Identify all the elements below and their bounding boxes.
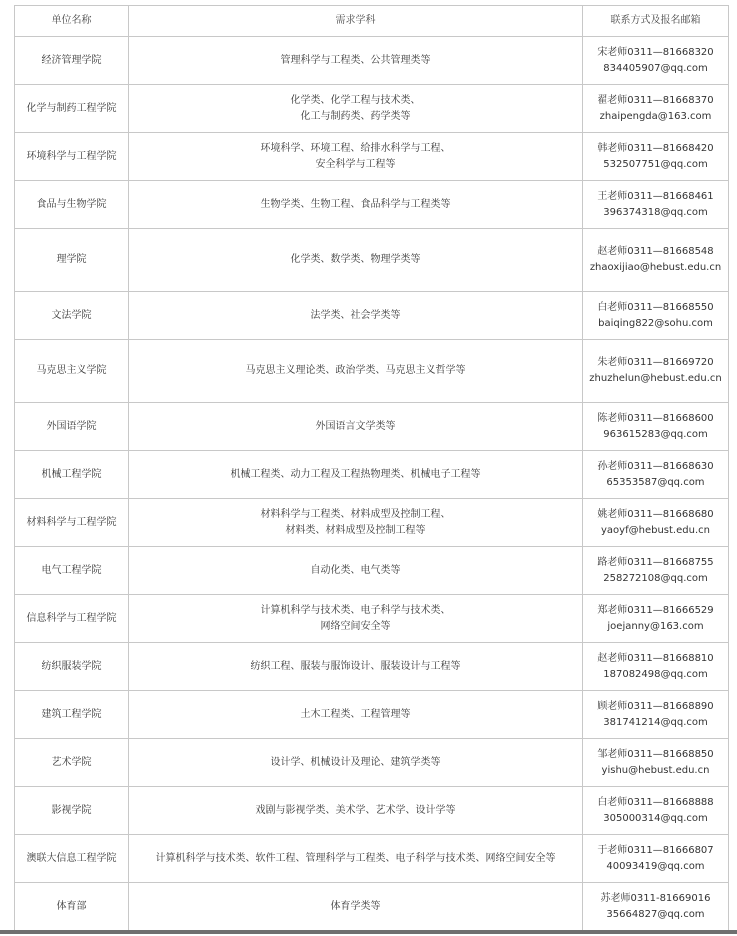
unit-name-cell: 纺织服装学院: [15, 643, 129, 691]
contact-email: zhaipengda@163.com: [599, 110, 712, 122]
unit-name-cell: 理学院: [15, 229, 129, 292]
contact-email: 258272108@qq.com: [603, 572, 708, 584]
table-row: [15, 229, 729, 292]
contact-phone: 韩老师0311—81668420: [597, 142, 714, 154]
unit-name-cell: 文法学院: [15, 292, 129, 340]
contact-phone: 顾老师0311—81668890: [597, 700, 714, 712]
contact-cell: [583, 835, 729, 883]
subjects-line: 计算机科学与技术类、电子科学与技术类、: [260, 604, 451, 616]
contact-phone: 于老师0311—81666807: [597, 844, 714, 856]
contact-cell: [583, 739, 729, 787]
subjects-line: 材料科学与工程类、材料成型及控制工程、: [260, 508, 451, 520]
contact-phone: 白老师0311—81668550: [597, 301, 714, 313]
contact-phone: 邹老师0311—81668850: [597, 748, 714, 760]
header-required-subjects: 需求学科: [129, 6, 583, 37]
contact-phone: 姚老师0311—81668680: [597, 508, 714, 520]
contact-cell: [583, 37, 729, 85]
unit-name-cell: 机械工程学院: [15, 451, 129, 499]
unit-name-cell: 艺术学院: [15, 739, 129, 787]
contact-phone: 孙老师0311—81668630: [597, 460, 714, 472]
subjects-cell: [129, 739, 583, 787]
contact-phone: 王老师0311—81668461: [597, 190, 714, 202]
subjects-line: 法学类、社会学类等: [310, 309, 401, 321]
table-row: [15, 835, 729, 883]
subjects-cell: [129, 403, 583, 451]
subjects-line: 生物学类、生物工程、食品科学与工程类等: [260, 198, 451, 210]
unit-name-cell: 材料科学与工程学院: [15, 499, 129, 547]
table-row: [15, 85, 729, 133]
subjects-line: 安全科学与工程等: [315, 158, 396, 170]
subjects-cell: [129, 181, 583, 229]
table-row: [15, 37, 729, 85]
subjects-line: 化学类、数学类、物理学类等: [290, 254, 421, 265]
unit-name-cell: 建筑工程学院: [15, 691, 129, 739]
table-row: [15, 883, 729, 931]
contact-phone: 白老师0311—81668888: [597, 796, 714, 808]
subjects-line: 马克思主义理论类、政治学类、马克思主义哲学等: [245, 365, 466, 376]
unit-name-cell: 电气工程学院: [15, 547, 129, 595]
contact-email: 381741214@qq.com: [603, 716, 708, 728]
subjects-line: 材料类、材料成型及控制工程等: [285, 524, 426, 536]
contact-phone: 翟老师0311—81668370: [597, 94, 714, 106]
table-row: [15, 181, 729, 229]
subjects-line: 化工与制药类、药学类等: [300, 110, 411, 122]
subjects-line: 设计学、机械设计及理论、建筑学类等: [270, 756, 441, 768]
contact-email: zhuzhelun@hebust.edu.cn: [589, 373, 722, 384]
subjects-line: 机械工程类、动力工程及工程热物理类、机械电子工程等: [230, 468, 481, 480]
subjects-line: 网络空间安全等: [320, 620, 391, 632]
table-row: [15, 595, 729, 643]
subjects-line: 体育学类等: [330, 900, 381, 912]
subjects-line: 环境科学、环境工程、给排水科学与工程、: [260, 142, 451, 154]
subjects-cell: [129, 595, 583, 643]
contact-cell: [583, 133, 729, 181]
unit-name-cell: 化学与制药工程学院: [15, 85, 129, 133]
subjects-cell: [129, 133, 583, 181]
contact-phone: 赵老师0311—81668548: [597, 246, 714, 257]
contact-email: 305000314@qq.com: [603, 812, 708, 824]
contact-phone: 赵老师0311—81668810: [597, 652, 714, 664]
contact-email: 834405907@qq.com: [603, 62, 708, 74]
subjects-cell: [129, 547, 583, 595]
table-row: [15, 547, 729, 595]
contact-cell: [583, 181, 729, 229]
contact-email: 65353587@qq.com: [606, 476, 705, 488]
contact-cell: [583, 229, 729, 292]
contact-phone: 路老师0311—81668755: [597, 556, 714, 568]
subjects-line: 外国语言文学类等: [315, 420, 396, 432]
subjects-line: 自动化类、电气类等: [310, 564, 401, 576]
subjects-cell: [129, 292, 583, 340]
contact-email: joejanny@163.com: [607, 620, 704, 632]
table-row: [15, 292, 729, 340]
subjects-line: 计算机科学与技术类、软件工程、管理科学与工程类、电子科学与技术类、网络空间安全等: [155, 852, 556, 864]
contact-phone: 宋老师0311—81668320: [597, 46, 714, 58]
recruitment-table: [14, 5, 729, 931]
contact-email: yishu@hebust.edu.cn: [601, 764, 710, 776]
contact-cell: [583, 787, 729, 835]
table-row: [15, 499, 729, 547]
unit-name-cell: 食品与生物学院: [15, 181, 129, 229]
header-unit-name: 单位名称: [15, 6, 129, 37]
table-row: [15, 643, 729, 691]
contact-cell: [583, 883, 729, 931]
contact-cell: [583, 547, 729, 595]
contact-phone: 苏老师0311-81669016: [600, 892, 711, 904]
contact-email: zhaoxijiao@hebust.edu.cn: [589, 262, 722, 273]
contact-cell: [583, 595, 729, 643]
table-row: [15, 403, 729, 451]
unit-name-cell: 外国语学院: [15, 403, 129, 451]
contact-cell: [583, 85, 729, 133]
subjects-line: 土木工程类、工程管理等: [300, 708, 411, 720]
subjects-line: 管理科学与工程类、公共管理类等: [280, 54, 431, 66]
subjects-cell: [129, 340, 583, 403]
subjects-cell: [129, 451, 583, 499]
table-header-row: [15, 6, 729, 37]
unit-name-cell: 马克思主义学院: [15, 340, 129, 403]
subjects-line: 化学类、化学工程与技术类、: [290, 94, 421, 106]
subjects-cell: [129, 499, 583, 547]
contact-email: 532507751@qq.com: [603, 158, 708, 170]
table-row: [15, 451, 729, 499]
contact-cell: [583, 451, 729, 499]
contact-email: baiqing822@sohu.com: [598, 317, 713, 329]
contact-cell: [583, 643, 729, 691]
subjects-cell: [129, 643, 583, 691]
contact-cell: [583, 340, 729, 403]
subjects-cell: [129, 85, 583, 133]
unit-name-cell: 经济管理学院: [15, 37, 129, 85]
table-body: [15, 37, 729, 931]
contact-email: 396374318@qq.com: [603, 206, 708, 218]
subjects-cell: [129, 691, 583, 739]
subjects-cell: [129, 787, 583, 835]
table-row: [15, 739, 729, 787]
contact-email: yaoyf@hebust.edu.cn: [601, 524, 710, 536]
unit-name-cell: 影视学院: [15, 787, 129, 835]
unit-name-cell: 信息科学与工程学院: [15, 595, 129, 643]
table-row: [15, 340, 729, 403]
subjects-line: 纺织工程、服装与服饰设计、服装设计与工程等: [250, 660, 461, 672]
contact-phone: 朱老师0311—81669720: [597, 357, 714, 368]
contact-phone: 郑老师0311—81666529: [597, 604, 714, 616]
contact-cell: [583, 403, 729, 451]
unit-name-cell: 体育部: [15, 883, 129, 931]
contact-email: 35664827@qq.com: [606, 908, 705, 920]
table-row: [15, 787, 729, 835]
subjects-line: 戏剧与影视学类、美术学、艺术学、设计学等: [255, 804, 456, 816]
unit-name-cell: 环境科学与工程学院: [15, 133, 129, 181]
subjects-cell: [129, 229, 583, 292]
contact-phone: 陈老师0311—81668600: [597, 412, 714, 424]
contact-cell: [583, 292, 729, 340]
subjects-cell: [129, 883, 583, 931]
contact-email: 40093419@qq.com: [606, 860, 705, 872]
subjects-cell: [129, 37, 583, 85]
unit-name-cell: 澳联大信息工程学院: [15, 835, 129, 883]
contact-email: 963615283@qq.com: [603, 428, 708, 440]
header-contact-email: 联系方式及报名邮箱: [583, 6, 729, 37]
table-row: [15, 691, 729, 739]
contact-email: 187082498@qq.com: [603, 668, 708, 680]
contact-cell: [583, 499, 729, 547]
contact-cell: [583, 691, 729, 739]
subjects-cell: [129, 835, 583, 883]
table-row: [15, 133, 729, 181]
bottom-divider: [0, 930, 737, 934]
